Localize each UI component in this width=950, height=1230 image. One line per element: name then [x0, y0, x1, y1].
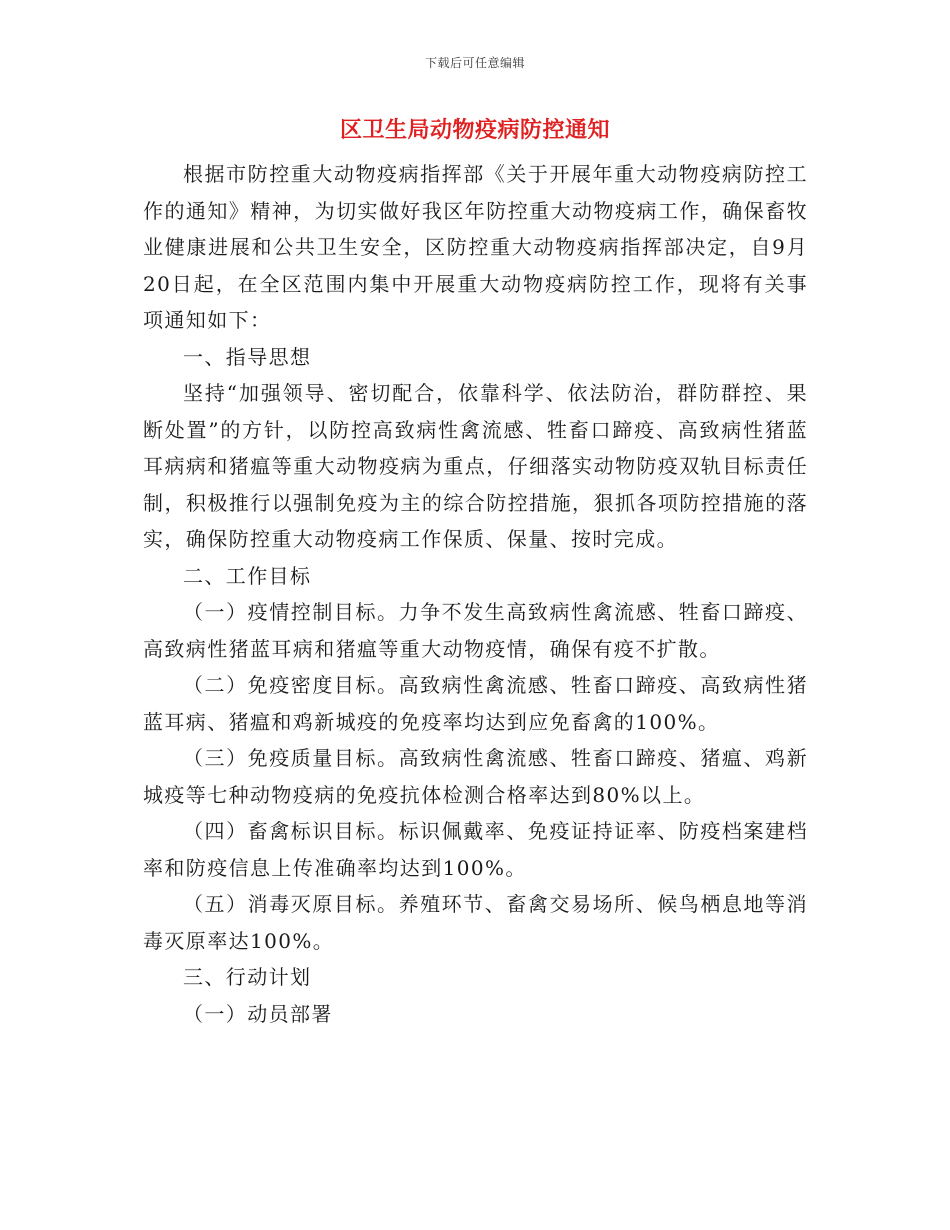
- section-heading-work-goals: 二、工作目标: [183, 563, 312, 588]
- paragraph-goal-immunization-quality: （三）免疫质量目标。高致病性禽流感、牲畜口蹄疫、猪瘟、鸡新城疫等七种动物疫病的免疫抗体检测合格率达到80%以上。: [143, 746, 808, 807]
- paragraph-goal-epidemic-control: （一）疫情控制目标。力争不发生高致病性禽流感、牲畜口蹄疫、高致病性猪蓝耳病和猪瘟等重大动物疫情，确保有疫不扩散。: [143, 600, 808, 661]
- section-heading-action-plan: 三、行动计划: [183, 965, 312, 989]
- document-title: 区卫生局动物疫病防控通知: [339, 117, 610, 143]
- paragraph-guiding-ideology: 坚持“加强领导、密切配合，依靠科学、依法防治，群防群控、果断处置”的方针，以防控高致病性禽流感、牲畜口蹄疫、高致病性猪蓝耳病病和猪瘟等重大动物疫病为重点，仔细落实动物防疫双轨目标责任制，积极推行以强制免疫为主的综合防控措施，狠抓各项防控措施的落实，确保防控重大动物疫病工作保质、保量、按时完成。: [143, 381, 808, 551]
- subsection-heading-mobilization: （一）动员部署: [183, 1001, 333, 1026]
- paragraph-goal-immunization-density: （二）免疫密度目标。高致病性禽流感、牲畜口蹄疫、高致病性猪蓝耳病、猪瘟和鸡新城疫的免疫率均达到应免畜禽的100%。: [143, 673, 808, 734]
- header-note: 下载后可任意编辑: [424, 56, 525, 70]
- paragraph-intro: 根据市防控重大动物疫病指挥部《关于开展年重大动物疫病防控工作的通知》精神，为切实做好我区年防控重大动物疫病工作，确保畜牧业健康进展和公共卫生安全，区防控重大动物疫病指挥部决定，自9月20日起，在全区范围内集中开展重大动物疫病防控工作，现将有关事项通知如下：: [143, 162, 808, 332]
- paragraph-goal-livestock-identification: （四）畜禽标识目标。标识佩戴率、免疫证持证率、防疫档案建档率和防疫信息上传准确率均达到100%。: [143, 819, 808, 880]
- section-heading-guiding-ideology: 一、指导思想: [183, 344, 312, 369]
- document-body: [143, 156, 808, 1032]
- paragraph-goal-disinfection: （五）消毒灭原目标。养殖环节、畜禽交易场所、候鸟栖息地等消毒灭原率达100%。: [143, 892, 808, 953]
